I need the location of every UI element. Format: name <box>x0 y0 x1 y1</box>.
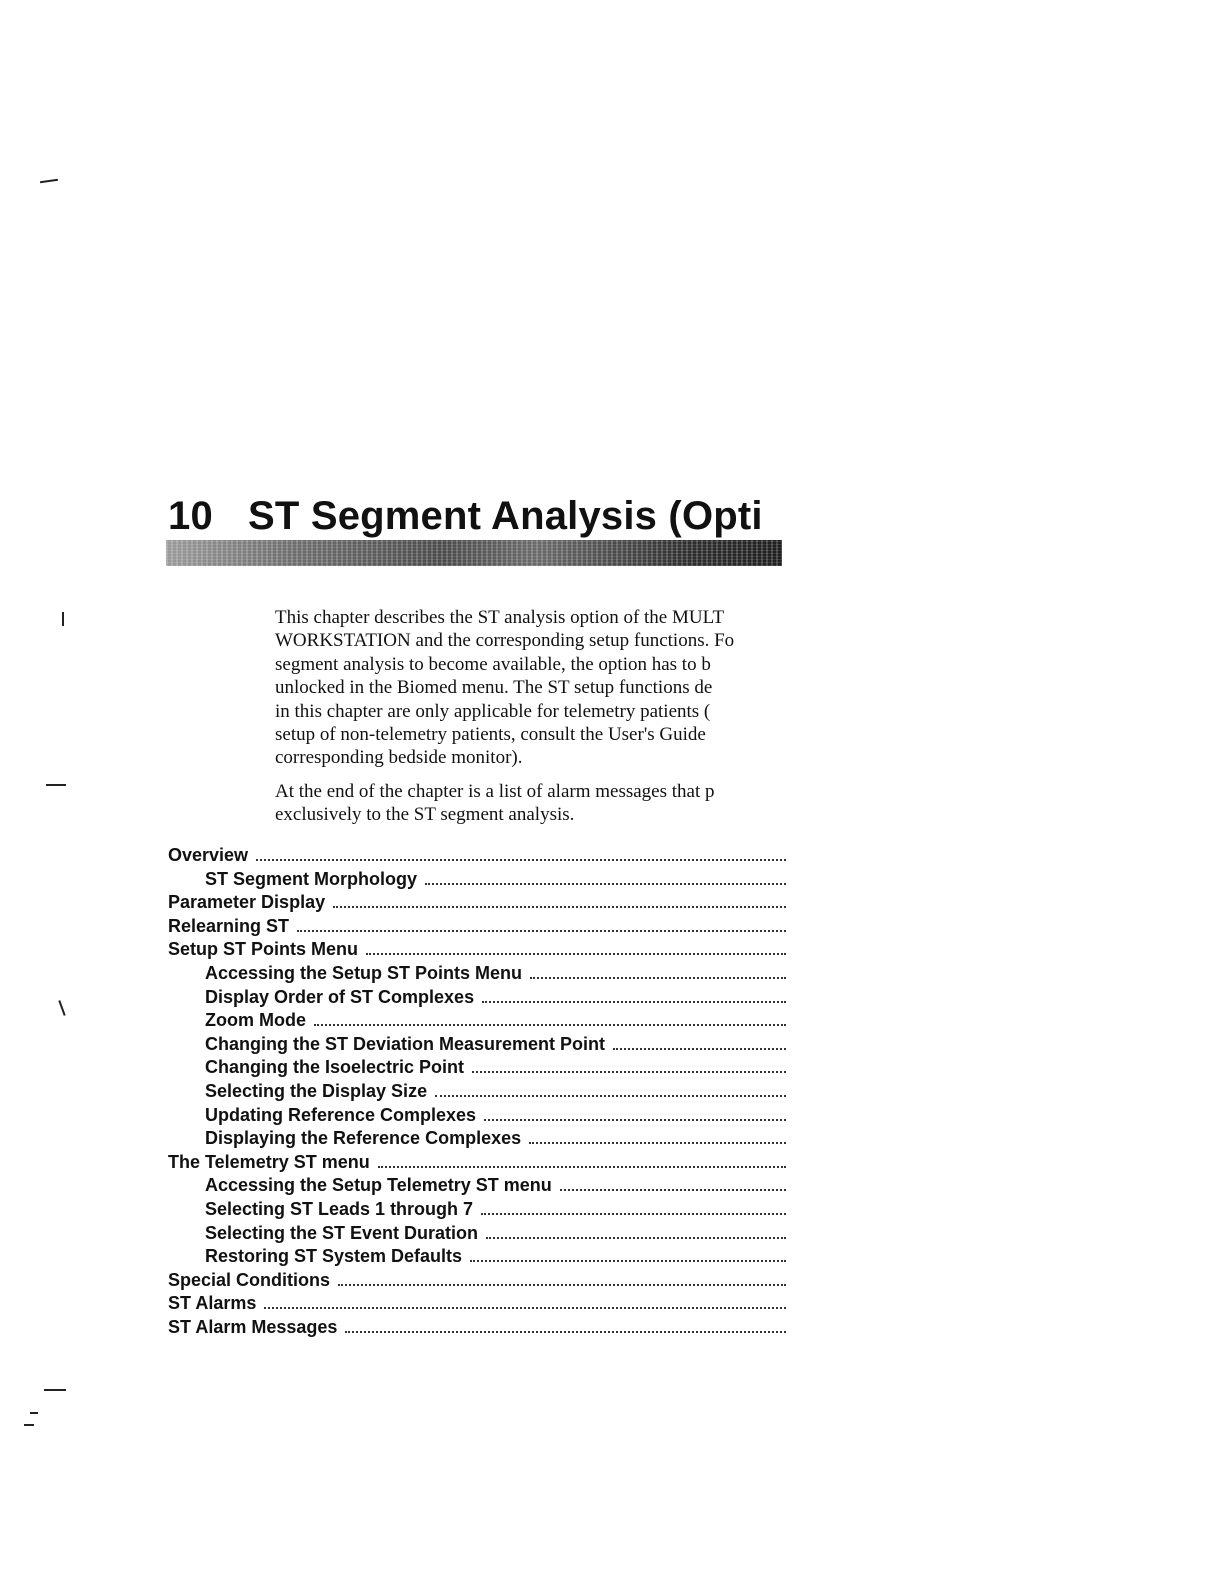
intro-line: corresponding bedside monitor). <box>275 747 523 769</box>
toc-entry-label: Overview <box>168 845 249 865</box>
toc-entry[interactable] <box>168 869 786 893</box>
scan-speck <box>62 612 64 626</box>
intro-line: At the end of the chapter is a list of alarm messages that p <box>275 780 715 802</box>
toc-entry-label: Selecting the Display Size <box>205 1080 428 1101</box>
toc-dot-leader <box>366 953 786 955</box>
toc-dot-leader <box>297 930 786 932</box>
toc-entry[interactable] <box>168 1223 786 1247</box>
chapter-title: ST Segment Analysis (Opti <box>248 494 763 538</box>
scan-speck <box>44 1389 66 1391</box>
intro-line: unlocked in the Biomed menu. The ST setup functions de <box>275 677 713 699</box>
scan-speck <box>40 179 58 183</box>
toc-entry-label: Displaying the Reference Complexes <box>205 1128 522 1149</box>
toc-dot-leader <box>435 1095 786 1097</box>
toc-entry[interactable] <box>168 1128 786 1152</box>
chapter-title-rule <box>166 540 782 566</box>
toc-entry[interactable] <box>168 1270 786 1294</box>
toc-dot-leader <box>472 1071 786 1073</box>
toc-entry[interactable] <box>168 1317 786 1341</box>
toc-entry[interactable] <box>168 1175 786 1199</box>
toc-entry[interactable] <box>168 1105 786 1129</box>
intro-line: WORKSTATION and the corresponding setup functions. Fo <box>275 630 735 652</box>
toc-entry-label: Zoom Mode <box>205 1010 306 1031</box>
toc-entry[interactable] <box>168 1081 786 1105</box>
toc-entry[interactable] <box>168 1246 786 1270</box>
toc-entry-label: ST Alarms <box>168 1293 257 1314</box>
toc-entry-label: Accessing the Setup ST Points Menu <box>205 962 523 983</box>
toc-dot-leader <box>378 1166 786 1168</box>
intro-line: segment analysis to become available, the option has to b <box>275 653 711 675</box>
toc-dot-leader <box>484 1119 786 1121</box>
toc-entry[interactable] <box>168 1034 786 1058</box>
toc-dot-leader <box>482 1001 786 1003</box>
toc-entry-label: Restoring ST System Defaults <box>205 1246 463 1267</box>
toc-entry-label: Special Conditions <box>168 1269 331 1290</box>
intro-line: setup of non-telemetry patients, consult the User's Guide <box>275 724 706 746</box>
toc-entry[interactable] <box>168 963 786 987</box>
toc-entry-label: Changing the Isoelectric Point <box>205 1057 465 1078</box>
toc-entry[interactable] <box>168 1057 786 1081</box>
toc-entry[interactable] <box>168 916 786 940</box>
toc-dot-leader <box>486 1237 786 1239</box>
intro-paragraph-1 <box>275 606 783 770</box>
toc-entry-label: The Telemetry ST menu <box>168 1151 370 1172</box>
table-of-contents <box>168 845 786 1340</box>
toc-dot-leader <box>256 859 786 861</box>
chapter-heading <box>168 488 808 544</box>
chapter-number: 10 <box>168 494 213 538</box>
toc-dot-leader <box>264 1307 786 1309</box>
toc-dot-leader <box>613 1048 786 1050</box>
toc-entry-label: Display Order of ST Complexes <box>205 986 475 1007</box>
toc-entry-label: Setup ST Points Menu <box>168 939 359 960</box>
intro-line: This chapter describes the ST analysis option of the MULT <box>275 607 725 628</box>
toc-dot-leader <box>338 1284 786 1286</box>
scan-speck <box>58 1000 65 1016</box>
intro-line: in this chapter are only applicable for telemetry patients ( <box>275 700 711 722</box>
toc-dot-leader <box>530 977 786 979</box>
toc-entry-label: Relearning ST <box>168 915 290 936</box>
toc-entry-label: Selecting the ST Event Duration <box>205 1222 479 1243</box>
scan-speck <box>24 1424 34 1426</box>
toc-dot-leader <box>345 1331 786 1333</box>
scan-speck <box>30 1412 38 1414</box>
toc-dot-leader <box>470 1260 786 1262</box>
intro-line: exclusively to the ST segment analysis. <box>275 804 575 826</box>
toc-entry[interactable] <box>168 1199 786 1223</box>
toc-entry-label: ST Segment Morphology <box>205 868 418 889</box>
toc-entry[interactable] <box>168 987 786 1011</box>
toc-entry[interactable] <box>168 1152 786 1176</box>
toc-entry[interactable] <box>168 939 786 963</box>
toc-entry[interactable] <box>168 1010 786 1034</box>
intro-paragraph-2 <box>275 780 783 827</box>
toc-dot-leader <box>560 1189 786 1191</box>
toc-dot-leader <box>425 883 786 885</box>
toc-entry-label: Accessing the Setup Telemetry ST menu <box>205 1175 552 1196</box>
toc-dot-leader <box>314 1024 786 1026</box>
toc-entry-label: ST Alarm Messages <box>168 1316 338 1337</box>
toc-entry[interactable] <box>168 892 786 916</box>
toc-entry[interactable] <box>168 845 786 869</box>
toc-dot-leader <box>333 906 786 908</box>
toc-entry-label: Updating Reference Complexes <box>205 1104 477 1125</box>
chapter-intro <box>275 606 783 837</box>
scan-speck <box>46 784 66 786</box>
toc-dot-leader <box>481 1213 786 1215</box>
toc-entry-label: Changing the ST Deviation Measurement Point <box>205 1033 606 1054</box>
toc-entry[interactable] <box>168 1293 786 1317</box>
toc-entry-label: Selecting ST Leads 1 through 7 <box>205 1198 474 1219</box>
toc-dot-leader <box>529 1142 786 1144</box>
toc-entry-label: Parameter Display <box>168 892 326 913</box>
